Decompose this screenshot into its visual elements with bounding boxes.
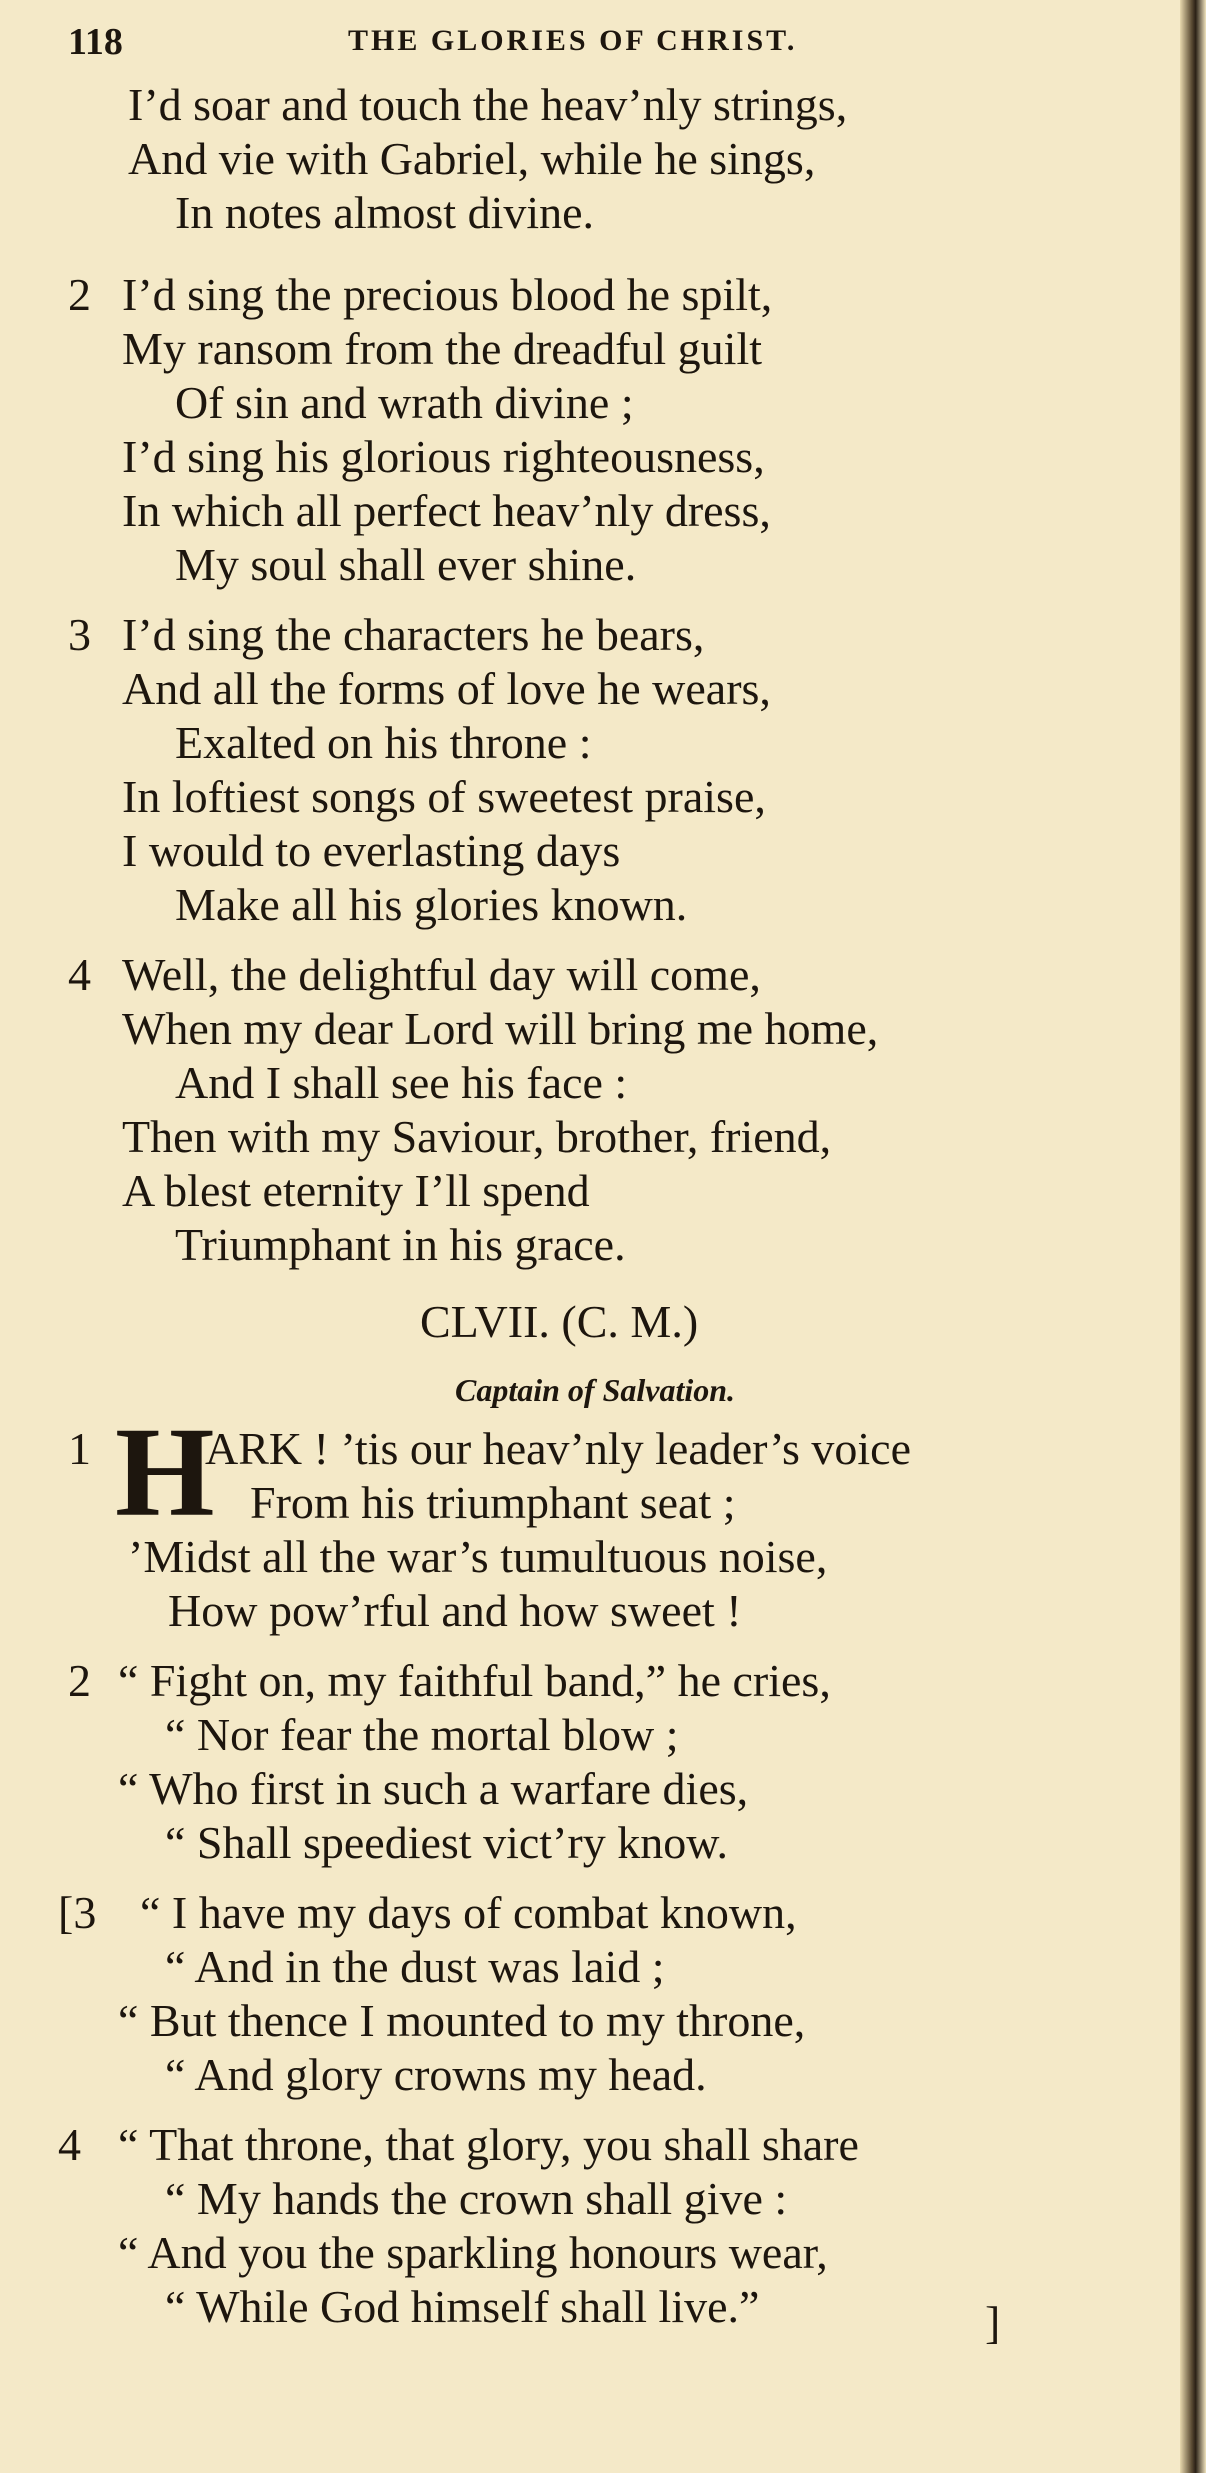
verse-line: “ And in the dust was laid ; xyxy=(165,1941,665,1992)
page-number: 118 xyxy=(68,21,123,63)
verse-line: I’d sing the characters he bears, xyxy=(122,609,705,660)
verse-line: “ And you the sparkling honours wear, xyxy=(118,2227,828,2278)
verse-line: “ Fight on, my faithful band,” he cries, xyxy=(118,1655,831,1706)
verse-line: A blest eternity I’ll spend xyxy=(122,1165,590,1216)
stanza-number: 3 xyxy=(68,609,91,660)
verse-line: In loftiest songs of sweetest praise, xyxy=(122,771,766,822)
verse-line: Then with my Saviour, brother, friend, xyxy=(122,1111,832,1162)
bracket-end-mark: ] xyxy=(985,2297,1001,2348)
drop-cap: H xyxy=(115,1401,215,1543)
verse-line: My soul shall ever shine. xyxy=(175,539,637,590)
stanza-number: 4 xyxy=(68,949,91,1000)
verse-line: “ Shall speediest vict’ry know. xyxy=(165,1817,728,1868)
stanza-number: [3 xyxy=(58,1887,97,1938)
verse-line: When my dear Lord will bring me home, xyxy=(122,1003,879,1054)
verse-line: Of sin and wrath divine ; xyxy=(175,377,634,428)
hymn-subtitle: Captain of Salvation. xyxy=(455,1372,736,1408)
verse-line: I’d sing the precious blood he spilt, xyxy=(122,269,773,320)
verse-line: And vie with Gabriel, while he sings, xyxy=(128,133,816,184)
verse-line: And all the forms of love he wears, xyxy=(122,663,771,714)
verse-line: “ I have my days of combat known, xyxy=(140,1887,797,1938)
hymn-title: CLVII. (C. M.) xyxy=(420,1296,699,1347)
verse-line: Make all his glories known. xyxy=(175,879,688,930)
page-edge xyxy=(1180,0,1206,2473)
verse-line: From his triumphant seat ; xyxy=(250,1477,736,1528)
stanza-number: 2 xyxy=(68,269,91,320)
stanza-number: 1 xyxy=(68,1423,91,1474)
verse-line: “ While God himself shall live.” xyxy=(165,2281,760,2332)
verse-line: “ And glory crowns my head. xyxy=(165,2049,707,2100)
verse-line: “ My hands the crown shall give : xyxy=(165,2173,788,2224)
running-title: THE GLORIES OF CHRIST. xyxy=(348,24,798,57)
page-header xyxy=(68,20,1188,68)
verse-line: My ransom from the dreadful guilt xyxy=(122,323,763,374)
stanza-number: 2 xyxy=(68,1655,91,1706)
verse-line: And I shall see his face : xyxy=(175,1057,628,1108)
stanza-number: 4 xyxy=(58,2119,81,2170)
verse-line: How pow’rful and how sweet ! xyxy=(168,1585,742,1636)
verse-line: “ But thence I mounted to my throne, xyxy=(118,1995,806,2046)
verse-line: In which all perfect heav’nly dress, xyxy=(122,485,771,536)
verse-line: ’Midst all the war’s tumultuous noise, xyxy=(128,1531,828,1582)
verse-line: “ That throne, that glory, you shall share xyxy=(118,2119,859,2170)
verse-line: I’d soar and touch the heav’nly strings, xyxy=(128,79,848,130)
verse-line: “ Who first in such a warfare dies, xyxy=(118,1763,749,1814)
verse-line: ARK ! ’tis our heav’nly leader’s voice xyxy=(205,1423,911,1474)
verse-line: I’d sing his glorious righteousness, xyxy=(122,431,765,482)
verse-line: In notes almost divine. xyxy=(175,187,595,238)
verse-line: Triumphant in his grace. xyxy=(175,1219,626,1270)
verse-line: I would to everlasting days xyxy=(122,825,621,876)
verse-line: Exalted on his throne : xyxy=(175,717,592,768)
verse-line: “ Nor fear the mortal blow ; xyxy=(165,1709,679,1760)
verse-line: Well, the delightful day will come, xyxy=(122,949,761,1000)
